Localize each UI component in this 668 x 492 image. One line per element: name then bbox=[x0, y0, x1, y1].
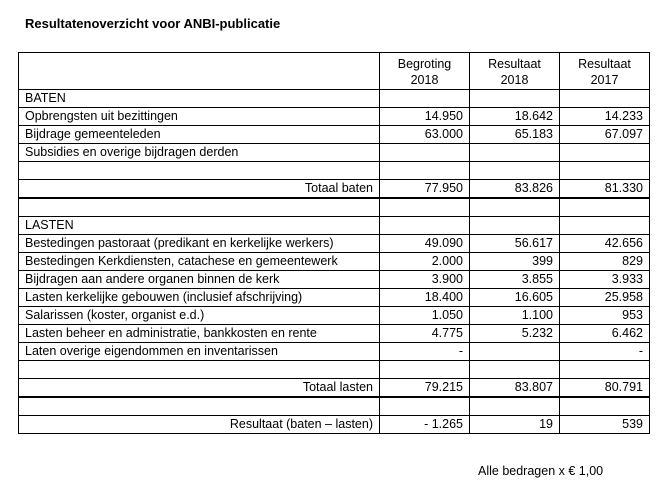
value-cell: 49.090 bbox=[380, 235, 470, 253]
value-cell bbox=[380, 217, 470, 235]
value-cell: 67.097 bbox=[560, 126, 650, 144]
value-cell bbox=[380, 162, 470, 180]
value-cell bbox=[470, 361, 560, 379]
table-row bbox=[19, 198, 650, 217]
table-row bbox=[19, 253, 650, 271]
table-row bbox=[19, 235, 650, 253]
value-cell bbox=[560, 217, 650, 235]
row-label bbox=[19, 198, 380, 217]
value-cell bbox=[560, 361, 650, 379]
row-label: Subsidies en overige bijdragen derden bbox=[19, 144, 380, 162]
column-header-line1: Resultaat bbox=[488, 56, 541, 71]
value-cell bbox=[560, 162, 650, 180]
row-label: Resultaat (baten – lasten) bbox=[19, 416, 380, 434]
table-row bbox=[19, 217, 650, 235]
column-header-line2: 2018 bbox=[500, 72, 529, 87]
row-label: Laten overige eigendommen en inventarissen bbox=[19, 343, 380, 361]
value-cell: 79.215 bbox=[380, 379, 470, 398]
row-label: Bestedingen Kerkdiensten, catachese en gemeentewerk bbox=[19, 253, 380, 271]
row-label: Lasten beheer en administratie, bankkosten en rente bbox=[19, 325, 380, 343]
column-header-resultaat-2018 bbox=[470, 53, 560, 90]
value-cell: 14.233 bbox=[560, 108, 650, 126]
table-row bbox=[19, 416, 650, 434]
value-cell: 6.462 bbox=[560, 325, 650, 343]
row-label bbox=[19, 397, 380, 416]
header-row bbox=[19, 53, 650, 90]
value-cell bbox=[380, 361, 470, 379]
column-header-line2: 2017 bbox=[590, 72, 619, 87]
value-cell bbox=[470, 144, 560, 162]
value-cell: 16.605 bbox=[470, 289, 560, 307]
value-cell: 3.933 bbox=[560, 271, 650, 289]
row-label: Bijdrage gemeenteleden bbox=[19, 126, 380, 144]
row-label: Salarissen (koster, organist e.d.) bbox=[19, 307, 380, 325]
value-cell bbox=[560, 144, 650, 162]
table-header bbox=[19, 53, 650, 90]
value-cell bbox=[470, 343, 560, 361]
value-cell: 65.183 bbox=[470, 126, 560, 144]
table-row bbox=[19, 108, 650, 126]
table-row bbox=[19, 343, 650, 361]
value-cell bbox=[470, 217, 560, 235]
value-cell: 3.855 bbox=[470, 271, 560, 289]
row-label: Lasten kerkelijke gebouwen (inclusief afschrijving) bbox=[19, 289, 380, 307]
value-cell bbox=[380, 144, 470, 162]
value-cell bbox=[470, 162, 560, 180]
table-row bbox=[19, 144, 650, 162]
value-cell: 4.775 bbox=[380, 325, 470, 343]
table-row bbox=[19, 271, 650, 289]
row-label: BATEN bbox=[19, 90, 380, 108]
table-body bbox=[19, 90, 650, 434]
value-cell: 18.400 bbox=[380, 289, 470, 307]
table-row bbox=[19, 126, 650, 144]
column-header-line2: 2018 bbox=[410, 72, 439, 87]
value-cell: 18.642 bbox=[470, 108, 560, 126]
value-cell: 42.656 bbox=[560, 235, 650, 253]
value-cell: 539 bbox=[560, 416, 650, 434]
value-cell: 829 bbox=[560, 253, 650, 271]
row-label: Totaal baten bbox=[19, 180, 380, 199]
row-label: Bijdragen aan andere organen binnen de kerk bbox=[19, 271, 380, 289]
row-label: Bestedingen pastoraat (predikant en kerkelijke werkers) bbox=[19, 235, 380, 253]
column-header-line1: Begroting bbox=[397, 56, 452, 71]
column-header-begroting-2018 bbox=[380, 53, 470, 90]
value-cell: 83.826 bbox=[470, 180, 560, 199]
table-row bbox=[19, 361, 650, 379]
value-cell: - bbox=[380, 343, 470, 361]
value-cell: - bbox=[560, 343, 650, 361]
value-cell: 1.050 bbox=[380, 307, 470, 325]
value-cell bbox=[470, 90, 560, 108]
row-label bbox=[19, 162, 380, 180]
column-header-resultaat-2017 bbox=[560, 53, 650, 90]
row-label: Opbrengsten uit bezittingen bbox=[19, 108, 380, 126]
row-label: LASTEN bbox=[19, 217, 380, 235]
value-cell: 25.958 bbox=[560, 289, 650, 307]
value-cell: 77.950 bbox=[380, 180, 470, 199]
value-cell: 19 bbox=[470, 416, 560, 434]
value-cell bbox=[560, 198, 650, 217]
column-header-line1: Resultaat bbox=[578, 56, 631, 71]
table-row bbox=[19, 162, 650, 180]
value-cell: 80.791 bbox=[560, 379, 650, 398]
table-row bbox=[19, 379, 650, 398]
value-cell bbox=[380, 90, 470, 108]
header-label-cell bbox=[19, 53, 380, 90]
value-cell: 953 bbox=[560, 307, 650, 325]
value-cell: 399 bbox=[470, 253, 560, 271]
table-row bbox=[19, 180, 650, 199]
table-row bbox=[19, 325, 650, 343]
value-cell: 81.330 bbox=[560, 180, 650, 199]
value-cell bbox=[560, 397, 650, 416]
value-cell: 2.000 bbox=[380, 253, 470, 271]
value-cell bbox=[380, 198, 470, 217]
table-row bbox=[19, 397, 650, 416]
value-cell bbox=[560, 90, 650, 108]
value-cell: 14.950 bbox=[380, 108, 470, 126]
value-cell bbox=[380, 397, 470, 416]
table-row bbox=[19, 90, 650, 108]
results-table bbox=[18, 52, 650, 434]
value-cell: 5.232 bbox=[470, 325, 560, 343]
value-cell: 56.617 bbox=[470, 235, 560, 253]
value-cell bbox=[470, 198, 560, 217]
value-cell bbox=[470, 397, 560, 416]
amounts-note: Alle bedragen x € 1,00 bbox=[478, 464, 604, 478]
value-cell: 1.100 bbox=[470, 307, 560, 325]
row-label: Totaal lasten bbox=[19, 379, 380, 398]
table-row bbox=[19, 289, 650, 307]
row-label bbox=[19, 361, 380, 379]
value-cell: 83.807 bbox=[470, 379, 560, 398]
page-title: Resultatenoverzicht voor ANBI-publicatie bbox=[25, 16, 281, 31]
table-row bbox=[19, 307, 650, 325]
value-cell: 3.900 bbox=[380, 271, 470, 289]
value-cell: - 1.265 bbox=[380, 416, 470, 434]
value-cell: 63.000 bbox=[380, 126, 470, 144]
